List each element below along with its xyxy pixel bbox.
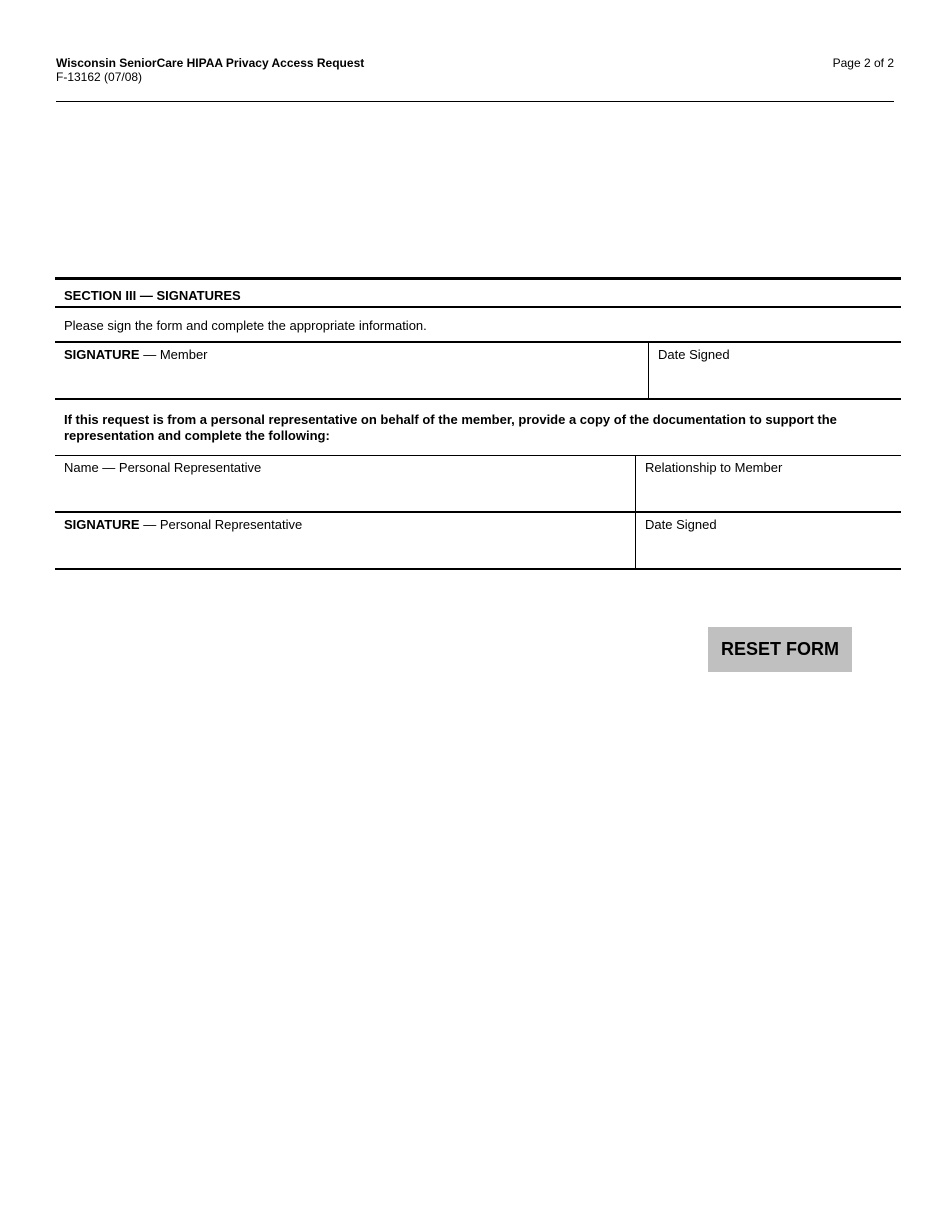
reset-form-button[interactable]: RESET FORM <box>708 627 852 672</box>
member-signature-row <box>55 343 901 400</box>
member-signature-label-rest: — Member <box>139 347 208 362</box>
section-heading: SECTION III — SIGNATURES <box>55 277 901 308</box>
member-date-label: Date Signed <box>658 347 730 362</box>
member-signature-label-bold: SIGNATURE <box>64 347 140 362</box>
page-number: Page 2 of 2 <box>832 56 894 70</box>
representative-date-field[interactable] <box>636 513 901 568</box>
form-title: Wisconsin SeniorCare HIPAA Privacy Access Request <box>56 56 365 70</box>
representative-signature-row <box>55 513 901 570</box>
relationship-label: Relationship to Member <box>645 460 783 475</box>
representative-signature-field[interactable] <box>55 513 636 568</box>
representative-name-label: Name — Personal Representative <box>64 460 262 475</box>
signatures-section <box>55 277 901 570</box>
representative-note: If this request is from a personal representative on behalf of the member, provide a copy of the documentation to support the representation and complete the following: <box>55 400 901 456</box>
section-instruction: Please sign the form and complete the appropriate information. <box>55 308 901 343</box>
member-date-field[interactable] <box>649 343 901 398</box>
representative-signature-label-rest: — Personal Representative <box>139 517 303 532</box>
form-number: F-13162 (07/08) <box>56 70 143 84</box>
representative-signature-label-bold: SIGNATURE <box>64 517 140 532</box>
header-divider <box>56 101 894 102</box>
representative-date-label: Date Signed <box>645 517 717 532</box>
representative-name-field[interactable] <box>55 456 636 511</box>
member-signature-field[interactable] <box>55 343 649 398</box>
relationship-field[interactable] <box>636 456 901 511</box>
representative-name-row <box>55 456 901 513</box>
